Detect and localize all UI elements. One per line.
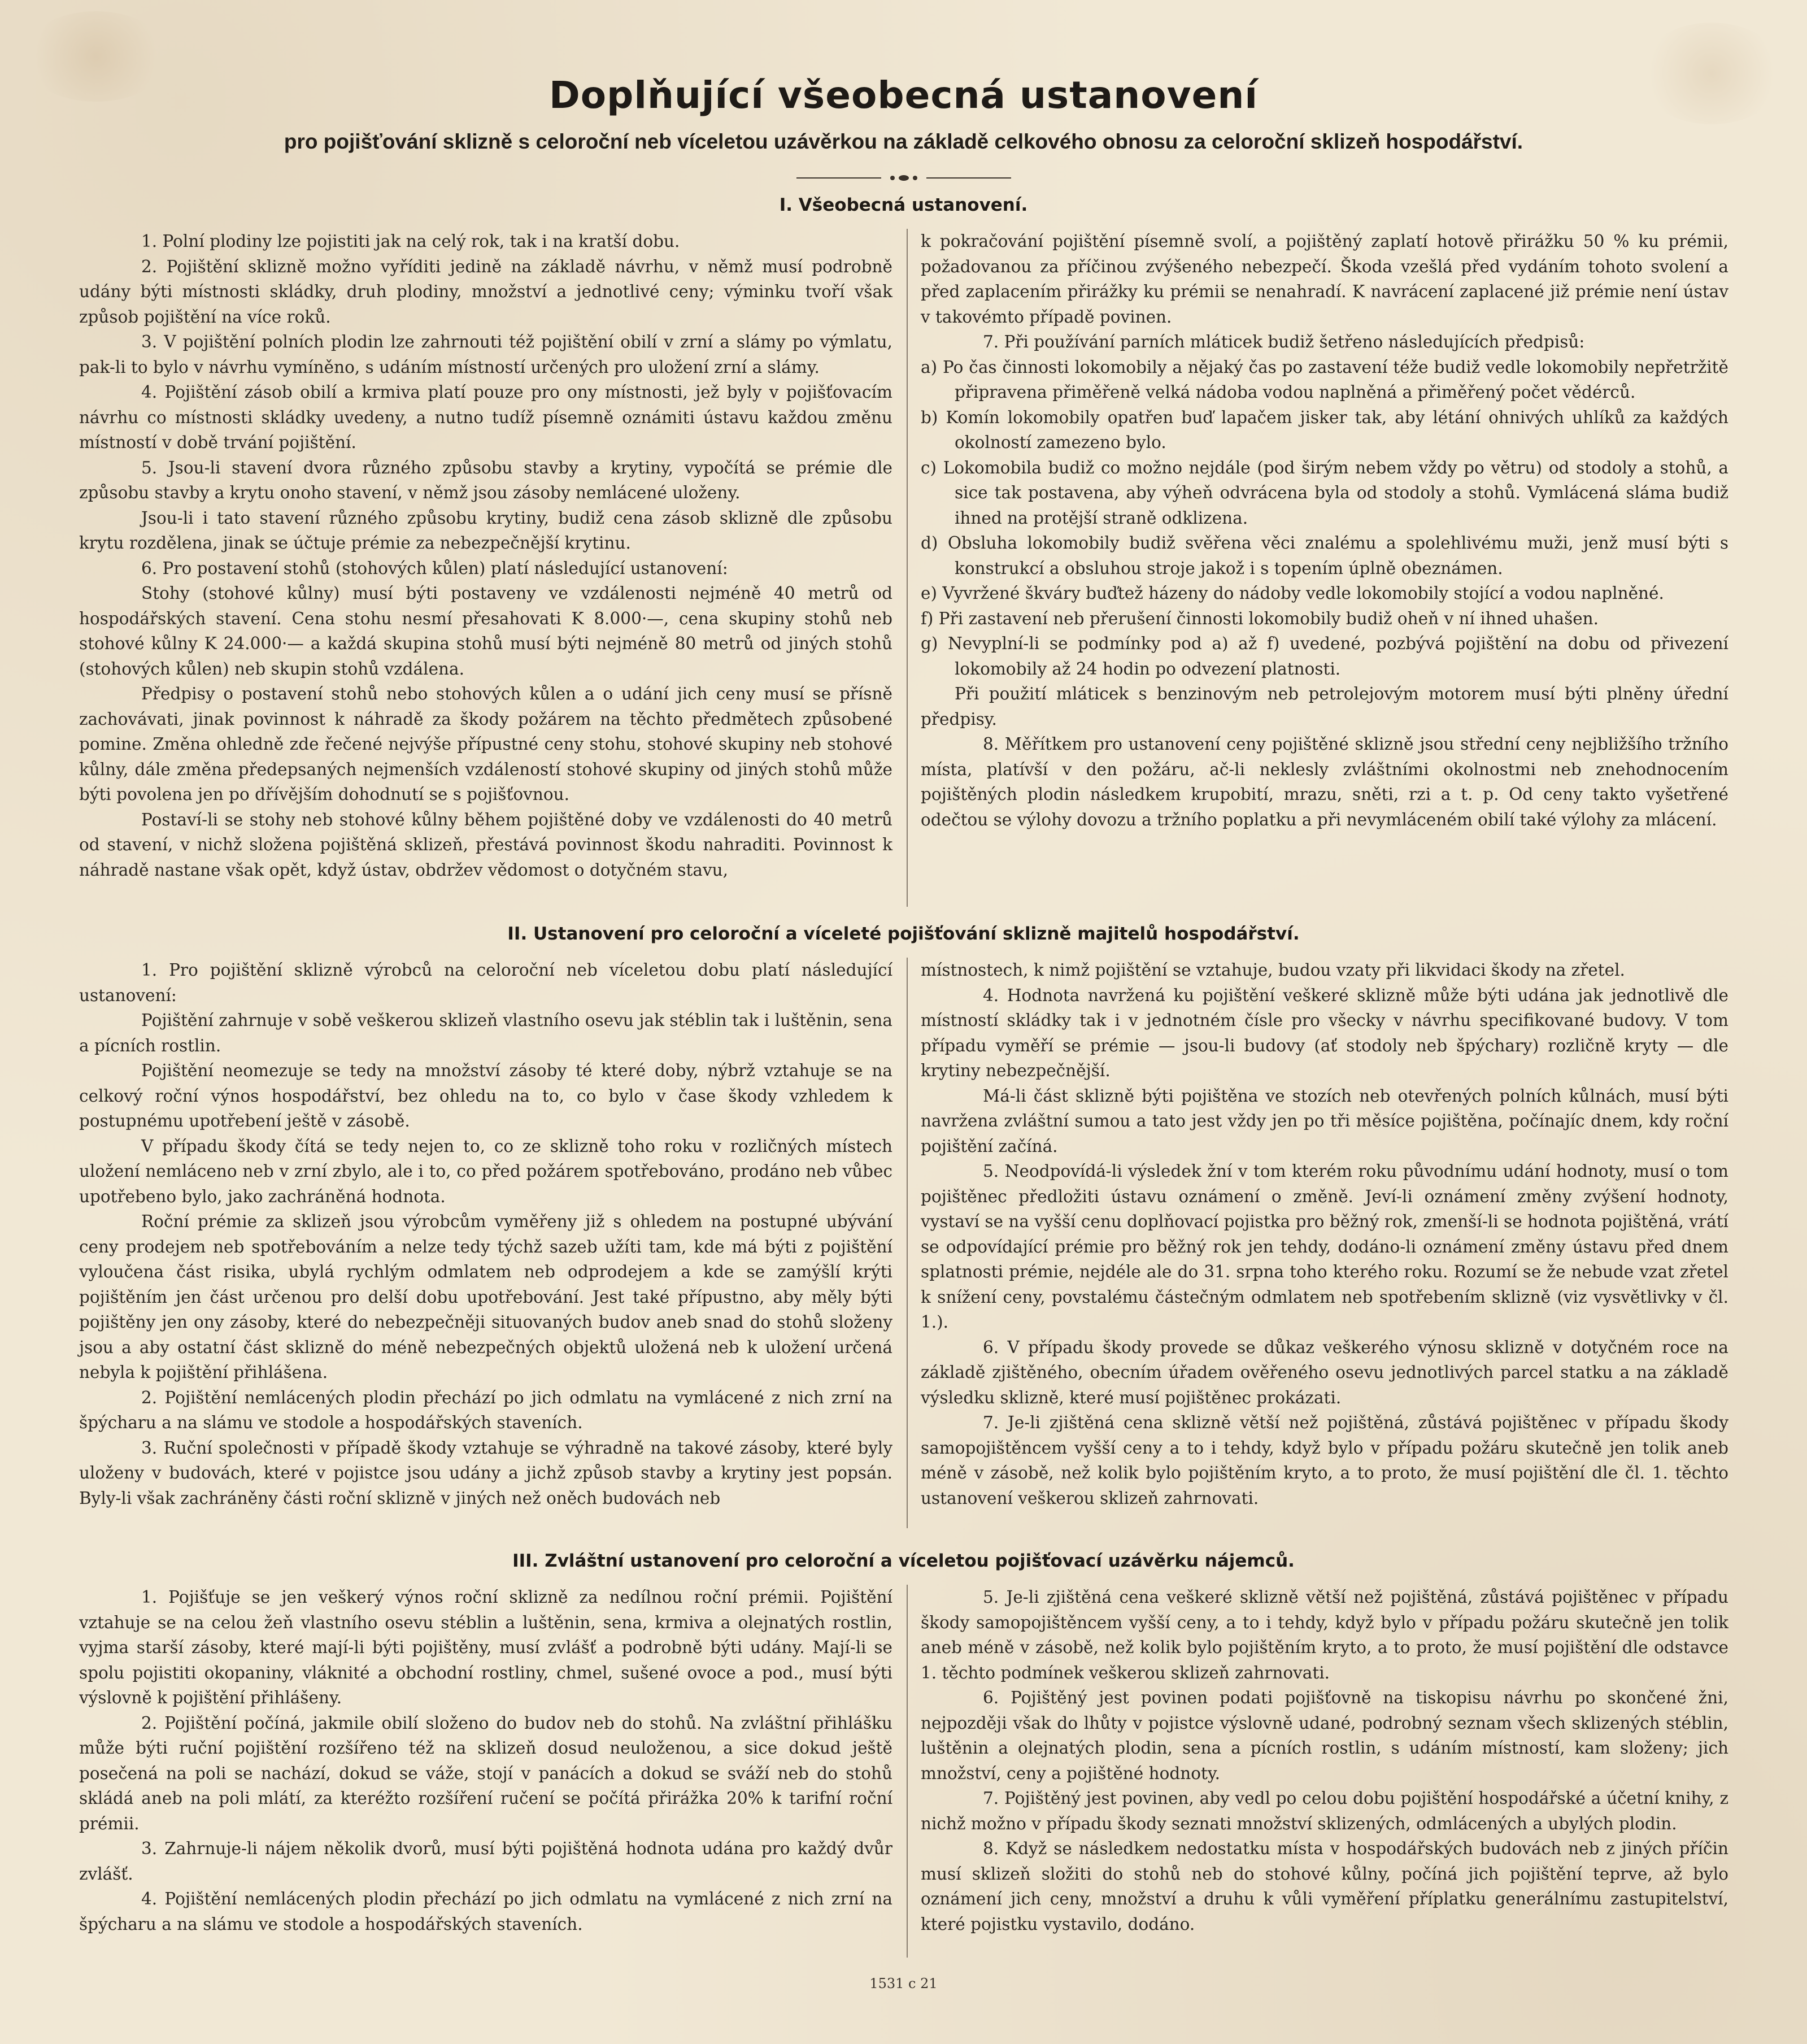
section-heading-2: II. Ustanovení pro celoroční a víceleté pojišťování sklizně majitelů hospodářství. [507, 924, 1300, 944]
column-divider [907, 229, 908, 907]
paragraph: 7. Je-li zjištěná cena sklizně větší než pojištěná, zůstává pojištěnec v případu škody samopojištěncem vyšší ceny a to i tehdy, když bylo v případu požáru skutečně jen tolik aneb méně v zásobě, než kolik bylo pojištěním kryto, a to proto, že musí pojištění dle čl. 1. těchto ustanovení veškerou sklizeň zahrnovati. [921, 1413, 1728, 1508]
list-item: g) Nevyplní-li se podmínky pod a) až f) uvedené, pozbývá pojištění na dobu od přivezení lokomobily až 24 hodin po odvezení platnosti. [921, 634, 1728, 679]
section-1-right-column [921, 229, 1728, 832]
section-3-left-column [79, 1585, 892, 1937]
paragraph: Při použití mláticek s benzinovým neb petrolejovým motorem musí býti plněny úřední předpisy. [921, 684, 1728, 729]
list-item: d) Obsluha lokomobily budiž svěřena věci znalému a spolehlivému muži, jenž musí býti s konstrukcí a obsluhou stroje jakož i s topením úplně obeznámen. [921, 533, 1728, 578]
column-divider [907, 1585, 908, 1958]
paragraph: 4. Pojištění zásob obilí a krmiva platí pouze pro ony místnosti, jež byly v pojišťovacím návrhu co místnosti skládky uvedeny, a nutno tudíž písemně oznámiti ústavu každou změnu místností v době trvání pojištění. [79, 382, 892, 452]
paragraph: Má-li část sklizně býti pojištěna ve stozích neb otevřených polních kůlnách, musí býti navržena zvláštní sumou a tato jest vždy jen po tři měsíce pojištěna, počínajíc dnem, kdy roční pojištění začíná. [921, 1086, 1728, 1156]
paragraph: 2. Pojištění počíná, jakmile obilí složeno do budov neb do stohů. Na zvláštní přihlášku může býti ruční pojištění rozšířeno též na sklizeň dosud neuloženou, a sice dokud ještě posečená na poli se nachází, dokud se váže, stojí v panácích a dokud se sváží neb do stohů skládá aneb na poli mlátí, za kteréžto rozšíření ručení se počítá přirážka 20% k tarifní roční prémii. [79, 1713, 892, 1833]
paragraph: 6. Pro postavení stohů (stohových kůlen) platí následující ustanovení: [141, 558, 728, 578]
paragraph: 5. Je-li zjištěná cena veškeré sklizně větší než pojištěná, zůstává pojištěnec v případu škody samopojištěncem vyšší ceny, a to i tehdy, když bylo v případu požáru skutečně jen tolik aneb méně v zásobě, než kolik bylo pojištěním kryto, a to proto, že musí pojištění dle odstavce 1. těchto podmínek veškerou sklizeň zahrnovati. [921, 1588, 1728, 1682]
paragraph: Postaví-li se stohy neb stohové kůlny během pojištěné doby ve vzdálenosti do 40 metrů od stavení, v nichž složena pojištěná sklizeň, přestává povinnost škodu nahraditi. Povinnost k náhradě nastane však opět, když ústav, obdržev vědomost o dotyčném stavu, [79, 810, 892, 880]
paragraph: 7. Pojištěný jest povinen, aby vedl po celou dobu pojištění hospodářské a účetní knihy, z nichž možno v případu škody seznati množství sklizených, odmlácených a ubylých plodin. [921, 1789, 1728, 1833]
paragraph: Předpisy o postavení stohů nebo stohových kůlen a o udání jich ceny musí se přísně zachovávati, jinak povinnost k náhradě za škody požárem na těchto předmětech způsobené pomine. Změna ohledně zde řečené nejvýše přípustné ceny stohu, stohové skupiny neb stohové kůlny, dále změna předepsaných nejmenších vzdáleností stohové skupiny od jiných stohů může býti povolena jen po dřívějším dohodnutí se s pojišťovnou. [79, 684, 892, 804]
paragraph: V případu škody čítá se tedy nejen to, co ze sklizně toho roku v rozličných místech uložení nemláceno neb v zrní zbylo, ale i to, co před požárem spotřebováno, prodáno neb vůbec upotřebeno bylo, jako zachráněná hodnota. [79, 1136, 892, 1206]
paragraph: 8. Když se následkem nedostatku místa v hospodářských budovách neb z jiných příčin musí sklizeň složiti do stohů neb do stohové kůlny, počíná jich pojištění teprve, až bylo oznámení jich ceny, množství a druhu k vůli vyměření příplatku generálnímu zastupitelství, které pojistku vystavilo, dodáno. [921, 1839, 1728, 1934]
column-divider [907, 958, 908, 1528]
paragraph: 1. Pro pojištění sklizně výrobců na celoroční neb víceletou dobu platí následující ustanovení: [79, 960, 892, 1005]
paragraph: 5. Neodpovídá-li výsledek žní v tom kterém roku původnímu udání hodnoty, musí o tom pojištěnec předložiti ústavu oznámení o změně. Jeví-li oznámení změny zvýšení hodnoty, vystaví se na vyšší cenu doplňovací pojistka pro běžný rok, zmenší-li se hodnota pojištěná, vrátí se odpovídající prémie pro běžný rok jen tehdy, dodáno-li oznámení změny ústavu před dnem splatnosti prémie, nejdéle ale do 31. srpna toho kterého roku. Rozumí se že nebude vzat zřetel k snížení ceny, povstalému částečným odmlatem neb spotřebením sklizně (viz vysvětlivky v čl. 1.). [921, 1162, 1728, 1332]
paragraph: Roční prémie za sklizeň jsou výrobcům vyměřeny již s ohledem na postupné ubývání ceny prodejem neb spotřebováním a nelze tedy týchž sazeb užíti tam, kde má býti z pojištění vyloučena část risika, ubylá rychlým odmlatem neb odprodejem a kde se zamýšlí krýti pojištěním jen část určenou pro delší dobu upotřebování. Jest také přípustno, aby měly býti pojištěny jen ony zásoby, které do nebezpečněji situovaných budov aneb snad do stohů složeny jsou a aby ostatní část sklizně do méně nebezpečných objektů uložená neb k uložení určená nebyla k pojištění přihlášena. [79, 1212, 892, 1382]
paragraph: 2. Pojištění sklizně možno vyříditi jedině na základě návrhu, v němž musí podrobně udány býti místnosti skládky, druh plodiny, množství a jednotlivé ceny; výminku tvoří však způsob pojištění na více roků. [79, 256, 892, 327]
document-title: Doplňující všeobecná ustanovení [548, 73, 1259, 117]
section-2-right-column [921, 958, 1728, 1511]
ornament-divider [796, 172, 1011, 184]
paragraph: 7. Při používání parních mláticek budiž šetřeno následujících předpisů: [983, 332, 1585, 351]
paragraph: 6. Pojištěný jest povinen podati pojišťovně na tiskopisu návrhu po skončené žni, nejpozději však do lhůty v pojistce výslovně udané, podrobný seznam všech sklizených stéblin, luštěnin a olejnatých plodin, sena a pícních rostlin, s udáním místností, kam složeny; jich množství, ceny a pojištěné hodnoty. [921, 1688, 1728, 1783]
list-item: c) Lokomobila budiž co možno nejdále (pod širým nebem vždy po větru) od stodoly a stohů, a sice tak postavena, aby výheň odvrácena byla od stodoly a stohů. Vymlácená sláma budiž ihned na protější straně odklizena. [921, 458, 1728, 528]
paragraph: 3. Zahrnuje-li nájem několik dvorů, musí býti pojištěná hodnota udána pro každý dvůr zvlášť. [79, 1839, 892, 1884]
list-item: b) Komín lokomobily opatřen buď lapačem jisker tak, aby létání ohnivých uhlíků za každých okolností zamezeno bylo. [921, 407, 1728, 452]
paragraph: Pojištění neomezuje se tedy na množství zásoby té které doby, nýbrž vztahuje se na celkový roční výnos hospodářství, bez ohledu na to, co bylo v čase škody vzhledem k postupnému upotřebení ještě v zásobě. [79, 1061, 892, 1130]
document-subtitle: pro pojišťování sklizně s celoroční neb víceletou uzávěrkou na základě celkového obnosu za celoroční sklizeň hospodářství. [284, 130, 1523, 153]
section-1-left-column [79, 229, 892, 882]
paragraph: Pojištění zahrnuje v sobě veškerou sklizeň vlastního osevu jak stéblin tak i luštěnin, sena a pícních rostlin. [79, 1011, 892, 1055]
paragraph: 8. Měřítkem pro ustanovení ceny pojištěné sklizně jsou střední ceny nejbližšího tržního místa, platívší v den požáru, ač-li neklesly zvláštními okolnostmi neb znehodnocením pojištěných plodin následkem krupobití, mrazu, sněti, rzi a t. p. Od ceny takto vyšetřené odečtou se výlohy dovozu a tržního poplatku a při nevymláceném obilí také výlohy za mlácení. [921, 734, 1728, 829]
section-3-right-column [921, 1585, 1728, 1937]
section-heading-3: III. Zvláštní ustanovení pro celoroční a víceletou pojišťovací uzávěrku nájemců. [512, 1551, 1295, 1571]
paragraph: 4. Hodnota navržená ku pojištění veškeré sklizně může býti udána jak jednotlivě dle místností skládky tak i v jednotném čísle pro všecky v návrhu specifikované budovy. V tom případu vyměří se prémie — jsou-li budovy (ať stodoly neb špýchary) rozličně kryty — dle krytiny nebezpečnější. [921, 985, 1728, 1080]
paragraph: Jsou-li i tato stavení různého způsobu krytiny, budiž cena zásob sklizně dle způsobu krytu rozdělena, jinak se účtuje prémie za nebezpečnější krytinu. [79, 508, 892, 553]
list-item: a) Po čas činnosti lokomobily a nějaký čas po zastavení téže budiž vedle lokomobily nepřetržitě připravena přiměřeně velká nádoba vodou naplněná a přiměřený počet vědérců. [921, 357, 1728, 402]
paragraph: 3. V pojištění polních plodin lze zahrnouti též pojištění obilí v zrní a slámy po výmlatu, pak-li to bylo v návrhu vymíněno, s udáním místností určených pro uložení zrní a slámy. [79, 332, 892, 377]
paragraph: 5. Jsou-li stavení dvora různého způsobu stavby a krytiny, vypočítá se prémie dle způsobu stavby a krytu onoho stavení, v němž jsou zásoby nemlácené uloženy. [79, 458, 892, 502]
paragraph: 3. Ruční společnosti v případě škody vztahuje se výhradně na takové zásoby, které byly uloženy v budovách, které v pojistce jsou udány a jichž způsob stavby a krytiny jest popsán. Byly-li však zachráněny části roční sklizně v jiných než oněch budovách neb [79, 1438, 892, 1508]
paragraph: Stohy (stohové kůlny) musí býti postaveny ve vzdálenosti nejméně 40 metrů od hospodářských stavení. Cena stohu nesmí přesahovati K 8.000·—, cena skupiny stohů neb stohové kůlny K 24.000·— a každá skupina stohů musí býti nejméně 80 metrů od jiných stohů (stohových kůlen) neb skupin stohů vzdálena. [79, 584, 892, 679]
paragraph: místnostech, k nimž pojištění se vztahuje, budou vzaty při likvidaci škody na zřetel. [921, 960, 1625, 980]
section-heading-1: I. Všeobecná ustanovení. [779, 195, 1028, 215]
list-item: f) Při zastavení neb přerušení činnosti lokomobily budiž oheň v ní ihned uhašen. [921, 608, 1599, 628]
list-item: e) Vyvržené škváry buďtež házeny do nádoby vedle lokomobily stojící a vodou naplněné. [921, 584, 1664, 603]
paragraph: 1. Polní plodiny lze pojistiti jak na celý rok, tak i na kratší dobu. [141, 232, 680, 251]
paragraph: 1. Pojišťuje se jen veškerý výnos roční sklizně za nedílnou roční prémii. Pojištění vztahuje se na celou žeň vlastního osevu stéblin a luštěnin, sena, krmiva a olejnatých rostlin, vyjma starší zásoby, které mají-li býti pojištěny, musí zvlášť a podrobně býti udány. Mají-li se spolu pojistiti okopaniny, vláknité a obchodní rostliny, chmel, sušené ovoce a pod., musí býti výslovně k pojištění přihlášeny. [79, 1588, 892, 1707]
form-code: 1531 c 21 [869, 1976, 938, 1991]
section-2-left-column [79, 958, 892, 1511]
paragraph: 4. Pojištění nemlácených plodin přechází po jich odmlatu na vymlácené z nich zrní na špýcharu a na slámu ve stodole a hospodářských staveních. [79, 1889, 892, 1934]
paragraph: 2. Pojištění nemlácených plodin přechází po jich odmlatu na vymlácené z nich zrní na špýcharu a na slámu ve stodole a hospodářských staveních. [79, 1388, 892, 1432]
paragraph: k pokračování pojištění písemně svolí, a pojištěný zaplatí hotově přirážku 50 % ku prémii, požadovanou za příčinou zvýšeného nebezpečí. Škoda vzešlá před vydáním tohoto svolení a před zaplacením přirážky ku prémii se nenahradí. K navrácení zaplacené již prémie není ústav v takovémto případě povinen. [921, 232, 1728, 327]
paragraph: 6. V případu škody provede se důkaz veškerého výnosu sklizně v dotyčném roce na základě zjištěného, obecním úřadem ověřeného osevu jednotlivých parcel statku a na základě výsledku sklizně, které musí pojištěnec prokázati. [921, 1337, 1728, 1407]
